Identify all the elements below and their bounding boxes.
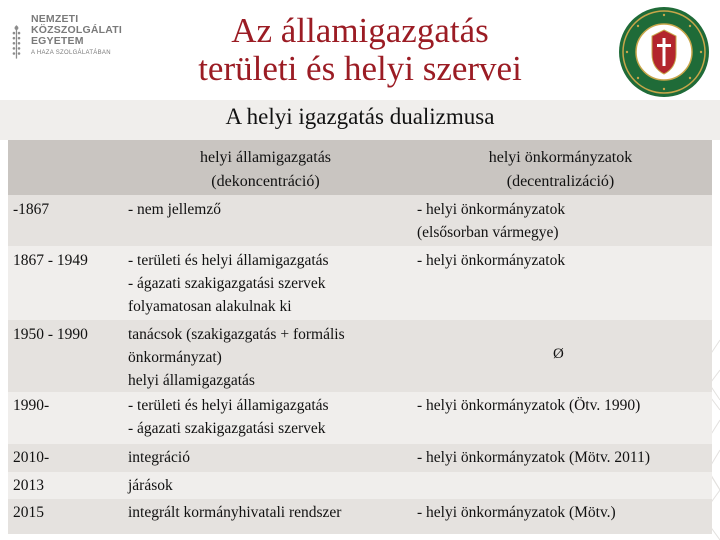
local-cell (417, 394, 712, 417)
cell-line: - helyi önkormányzatok (Mötv. 2011) (417, 449, 651, 466)
header (0, 0, 720, 100)
state-cell (128, 474, 418, 497)
title-line-2: területi és helyi szervei (198, 49, 522, 88)
cell-line: tanácsok (szakigazgatás + formális (128, 326, 345, 343)
table-row (8, 320, 712, 392)
column-header-line: helyi államigazgatás (199, 149, 332, 166)
page-title (140, 12, 580, 88)
table-row (8, 499, 712, 534)
cell-line: - helyi önkormányzatok (Mötv.) (417, 504, 616, 521)
cell-line: - helyi önkormányzatok (Ötv. 1990) (417, 397, 641, 414)
logo-line: EGYETEM (30, 35, 84, 48)
table-row (8, 392, 712, 444)
table-row (8, 195, 712, 246)
cell-line: - területi és helyi államigazgatás (128, 397, 329, 414)
dualism-table (8, 140, 712, 534)
table-row (8, 246, 712, 320)
column-header-state (128, 146, 403, 194)
cell-line: - helyi önkormányzatok (417, 252, 566, 269)
cell-line: - helyi önkormányzatok (417, 201, 566, 218)
state-cell (128, 249, 418, 318)
slide-subtitle: A helyi igazgatás dualizmusa (225, 104, 495, 129)
logo-text (31, 14, 122, 56)
local-cell (417, 446, 712, 469)
table-header-row (8, 140, 712, 195)
table-row (8, 472, 712, 499)
title-line-1: Az államigazgatás (231, 11, 489, 50)
state-cell (128, 394, 418, 440)
empty-set-mark: Ø (553, 346, 564, 362)
period-cell: 2015 (13, 504, 44, 521)
column-header-line: (dekoncentráció) (211, 173, 320, 190)
table-row (8, 444, 712, 472)
column-header-line: helyi önkormányzatok (488, 149, 633, 166)
logo-line: NEMZETI (30, 13, 79, 25)
cell-line: (elsősorban vármegye) (417, 224, 559, 241)
period-cell: -1867 (13, 201, 50, 218)
cell-line: integráció (128, 449, 190, 466)
cell-line: - ágazati szakigazgatási szervek (128, 420, 326, 437)
period-cell: 1950 - 1990 (13, 326, 88, 343)
cell-line: önkormányzat) (128, 349, 222, 366)
state-cell (128, 501, 418, 524)
cell-line: járások (128, 477, 173, 494)
cell-line: helyi államigazgatás (128, 372, 255, 389)
cell-line: - területi és helyi államigazgatás (128, 252, 329, 269)
period-cell: 2013 (13, 477, 44, 494)
logo-line: KÖZSZOLGÁLATI (30, 24, 122, 37)
state-cell (128, 323, 418, 392)
period-cell: 1867 - 1949 (13, 252, 88, 269)
local-cell (417, 249, 712, 272)
period-cell: 1990- (13, 397, 50, 414)
cell-line: - nem jellemző (128, 201, 221, 218)
local-cell (417, 198, 712, 244)
period-cell: 2010- (13, 449, 50, 466)
logo-subline: A HAZA SZOLGÁLATÁBAN (30, 50, 111, 57)
cell-line: folyamatosan alakulnak ki (128, 298, 292, 315)
column-header-local (413, 146, 708, 194)
column-header-line: (decentralizáció) (506, 173, 615, 190)
state-cell (128, 446, 418, 469)
local-cell (417, 501, 712, 524)
state-cell (128, 198, 418, 221)
cell-line: integrált kormányhivatali rendszer (128, 504, 342, 521)
university-emblem-icon (12, 14, 21, 70)
university-logo (12, 14, 122, 74)
university-seal-icon (618, 6, 710, 98)
cell-line: - ágazati szakigazgatási szervek (128, 275, 326, 292)
